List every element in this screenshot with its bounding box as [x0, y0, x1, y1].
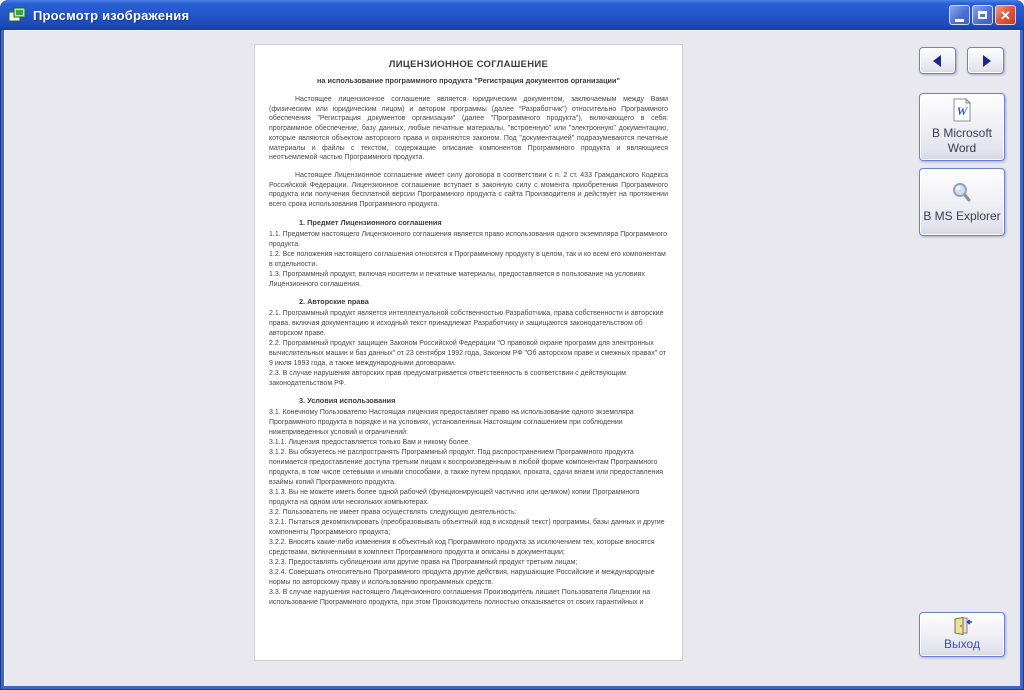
- doc-item: 3.2.4. Совершать относительно Программного продукта другие действия, нарушающие Российские и международные нормы по авторскому праву и использованию программных средств.: [269, 568, 655, 586]
- open-in-explorer-button[interactable]: [919, 168, 1005, 236]
- doc-item: 1.1. Предметом настоящего Лицензионного соглашения является право использования одного экземпляра Программного продукта.: [269, 230, 668, 248]
- doc-item: 2.2. Программный продукт защищен Законом Российской Федерации "О правовой охране программ для электронных вычислительных машин и баз данных" от 23 сентября 1992 года, Законом РФ "Об авторском праве и смежных правах" от 9 июля 1993 года, а также международными договорами.: [269, 339, 667, 367]
- document-content: [269, 59, 668, 608]
- doc-item: 3.2.1. Пытаться декомпилировать (преобразовывать объектный код в исходный текст) программы, базы данных и другие компоненты Программного продукта;: [269, 518, 665, 536]
- doc-item: 3.2.3. Предоставлять сублицензии или другие права на Программный продукт третьим лицам;: [269, 558, 578, 566]
- exit-door-icon: [951, 617, 973, 635]
- explorer-button-label: В MS Explorer: [923, 208, 1001, 223]
- prev-image-button[interactable]: [919, 47, 956, 74]
- doc-item: 3.2.2. Вносить какие-либо изменения в объектный код Программного продукта за исключением тех, которые вносятся средствами, включенными в комплект Программного продукта и описаны в документации;: [269, 538, 655, 556]
- minimize-button[interactable]: [949, 5, 970, 25]
- doc-item: 1.2. Все положения настоящего соглашения относятся к Программному продукту в целом, так и ко всем его компонентам в отдельности.: [269, 250, 666, 268]
- close-icon: ✕: [1000, 7, 1011, 23]
- word-button-label: В Microsoft Word: [931, 126, 992, 155]
- doc-item: 3.2. Пользователь не имеет права осуществлять следующую деятельность:: [269, 508, 517, 516]
- exit-button[interactable]: [919, 612, 1005, 657]
- document-page: [254, 44, 683, 661]
- svg-text:W: W: [956, 104, 968, 118]
- doc-heading: 1. Предмет Лицензионного соглашения: [299, 217, 442, 227]
- doc-para: Настоящее Лицензионное соглашение имеет силу договора в соответствии с п. 2 ст. 433 Гражданского Кодекса Российской Федерации. Лицензионное соглашение вступает в законную силу с момента приобретения Программного продукта или получения бесплатной версии Программного продукта с сайта Производителя и действует на протяжении всего срока использования Программного продукта.: [269, 171, 668, 209]
- close-button[interactable]: [995, 5, 1016, 25]
- doc-item: 1.3. Программный продукт, включая носители и печатные материалы, предоставляется в пользование на условиях Лицензионного соглашения.: [269, 270, 645, 288]
- doc-item: 3.1.2. Вы обязуетесь не распространять Программный продукт. Под распространением Программного продукта понимается предоставление доступа третьим лицам к воспроизведенным в любой форме компонентам Программного продукта, в том числе сетевыми и иными способами, а также путем продажи, проката, сдачи внаем или предоставления взаймы копий Программного продукта.: [269, 448, 664, 486]
- content-area: [4, 30, 1020, 686]
- open-in-word-button[interactable]: [919, 93, 1005, 161]
- doc-item: 3.1.1. Лицензия предоставляется только Вам и никому более.: [269, 438, 471, 446]
- doc-para: Настоящее лицензионное соглашение является юридическим документом, заключаемым между Вами (физическим или юридическим лицом) и автором программы (далее "Разработчик") относительно Программного обеспечения "Регистрация документов организации" (далее "Программного продукта"), включающего в себя: программное обеспечение, базу данных, любые печатные материалы, "встроенную" или "электронную" документацию, которые являются объектом авторского права и охраняются законом. Под "документацией" подразумеваются печатные материалы и файлы с текстом, содержащие описание компонентов Программного продукта и являющиеся неотъемлемой частью Программного продукта.: [269, 96, 668, 162]
- titlebar: [0, 0, 1024, 30]
- maximize-button[interactable]: [972, 5, 993, 25]
- doc-item: 3.1.3. Вы не можете иметь более одной рабочей (функционирующей частично или целиком) копии Программного продукта на одном или нескольких компьютерах.: [269, 488, 640, 506]
- word-document-icon: [951, 98, 973, 122]
- arrow-right-icon: [979, 54, 993, 68]
- next-image-button[interactable]: [967, 47, 1004, 74]
- maximize-icon: [978, 11, 987, 19]
- images-stack-icon: [8, 7, 28, 24]
- doc-item: 3.3. В случае нарушения настоящего Лицензионного соглашения Производитель лишает Пользователя Лицензии на использование Программного продукта, при этом Производитель полностью отказывается от своих гарантийных и: [269, 588, 651, 606]
- doc-heading: 2. Авторские права: [299, 296, 369, 306]
- doc-heading: 3. Условия использования: [299, 395, 396, 405]
- minimize-icon: [955, 19, 964, 22]
- window-title: Просмотр изображения: [33, 7, 190, 23]
- arrow-left-icon: [931, 54, 945, 68]
- doc-item: 3.1. Конечному Пользователю Настоящая лицензия предоставляет право на использование одного экземпляра Программного продукта в порядке и на условиях, установленных Настоящим соглашением при соблюдении нижеприведенных условий и ограничений:: [269, 408, 634, 436]
- doc-title: ЛИЦЕНЗИОННОЕ СОГЛАШЕНИЕ: [388, 59, 549, 70]
- magnifier-icon: [950, 181, 974, 205]
- window-controls: [949, 5, 1016, 25]
- doc-subtitle: на использование программного продукта "Регистрация документов организации": [316, 76, 620, 85]
- doc-item: 2.1. Программный продукт является интеллектуальной собственностью Разработчика, права собственности и авторские права, включая документацию и исходный текст принадлежат Разработчику и защищаются законодательством об авторском праве.: [269, 309, 664, 337]
- exit-button-label: Выход: [944, 637, 980, 651]
- doc-item: 2.3. В случае нарушения авторских прав предусматривается ответственность в соответствии с действующим законодательством РФ.: [269, 369, 626, 387]
